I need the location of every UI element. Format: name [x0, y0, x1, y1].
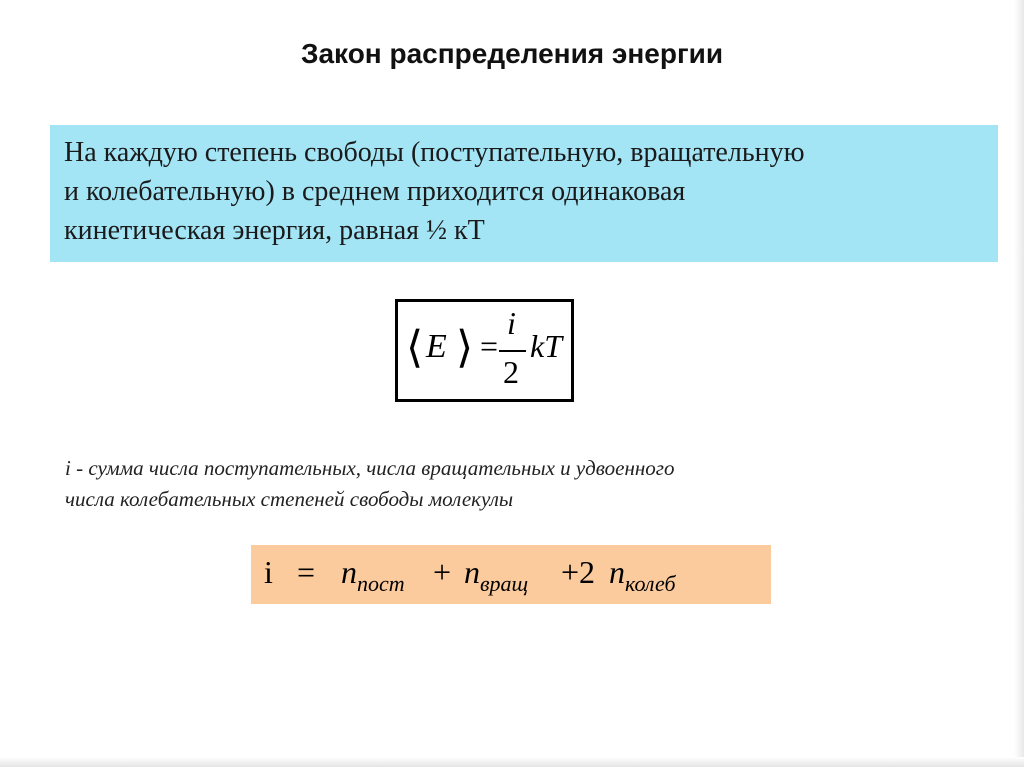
law-line-2: и колебательную) в среднем приходится одинаковая — [64, 176, 686, 207]
dof-lhs: i — [264, 554, 273, 590]
formula-right-bracket: ⟩ — [456, 323, 474, 372]
dof-term-rotational — [464, 554, 529, 596]
formula-fraction-bar — [499, 350, 526, 352]
formula-left-bracket: ⟨ — [406, 323, 424, 372]
description-text — [65, 453, 965, 515]
dof-sub-translational: пост — [357, 571, 405, 596]
description-line-1: i - сумма числа поступательных, числа вращательных и удвоенного — [65, 456, 675, 480]
dof-n3: n — [609, 554, 625, 590]
dof-plus-1: + — [433, 554, 452, 590]
formula-energy-symbol: E — [426, 328, 447, 365]
dof-plus-2: +2 — [561, 554, 596, 590]
formula-numerator: i — [507, 305, 516, 341]
slide-edge-shadow-bottom — [0, 757, 1024, 767]
dof-formula-box — [251, 545, 771, 604]
dof-term-vibrational — [609, 554, 676, 596]
law-statement-box — [50, 125, 998, 262]
dof-n1: n — [341, 554, 357, 590]
dof-term-translational — [341, 554, 405, 596]
dof-n2: n — [464, 554, 480, 590]
slide-edge-shadow — [1014, 0, 1024, 767]
formula-equals: = — [480, 328, 499, 364]
description-line-2: числа колебательных степеней свободы молекулы — [65, 487, 514, 511]
formula-kT: kT — [530, 328, 562, 364]
formula-denominator: 2 — [503, 354, 519, 390]
dof-equals: = — [297, 554, 316, 590]
energy-formula — [395, 299, 574, 402]
dof-sub-rotational: вращ — [480, 571, 529, 596]
dof-sub-vibrational: колеб — [625, 571, 676, 596]
law-line-3: кинетическая энергия, равная ½ кТ — [64, 215, 485, 246]
slide-title: Закон распределения энергии — [300, 38, 724, 69]
law-line-1: На каждую степень свободы (поступательную, вращательную — [64, 137, 805, 168]
